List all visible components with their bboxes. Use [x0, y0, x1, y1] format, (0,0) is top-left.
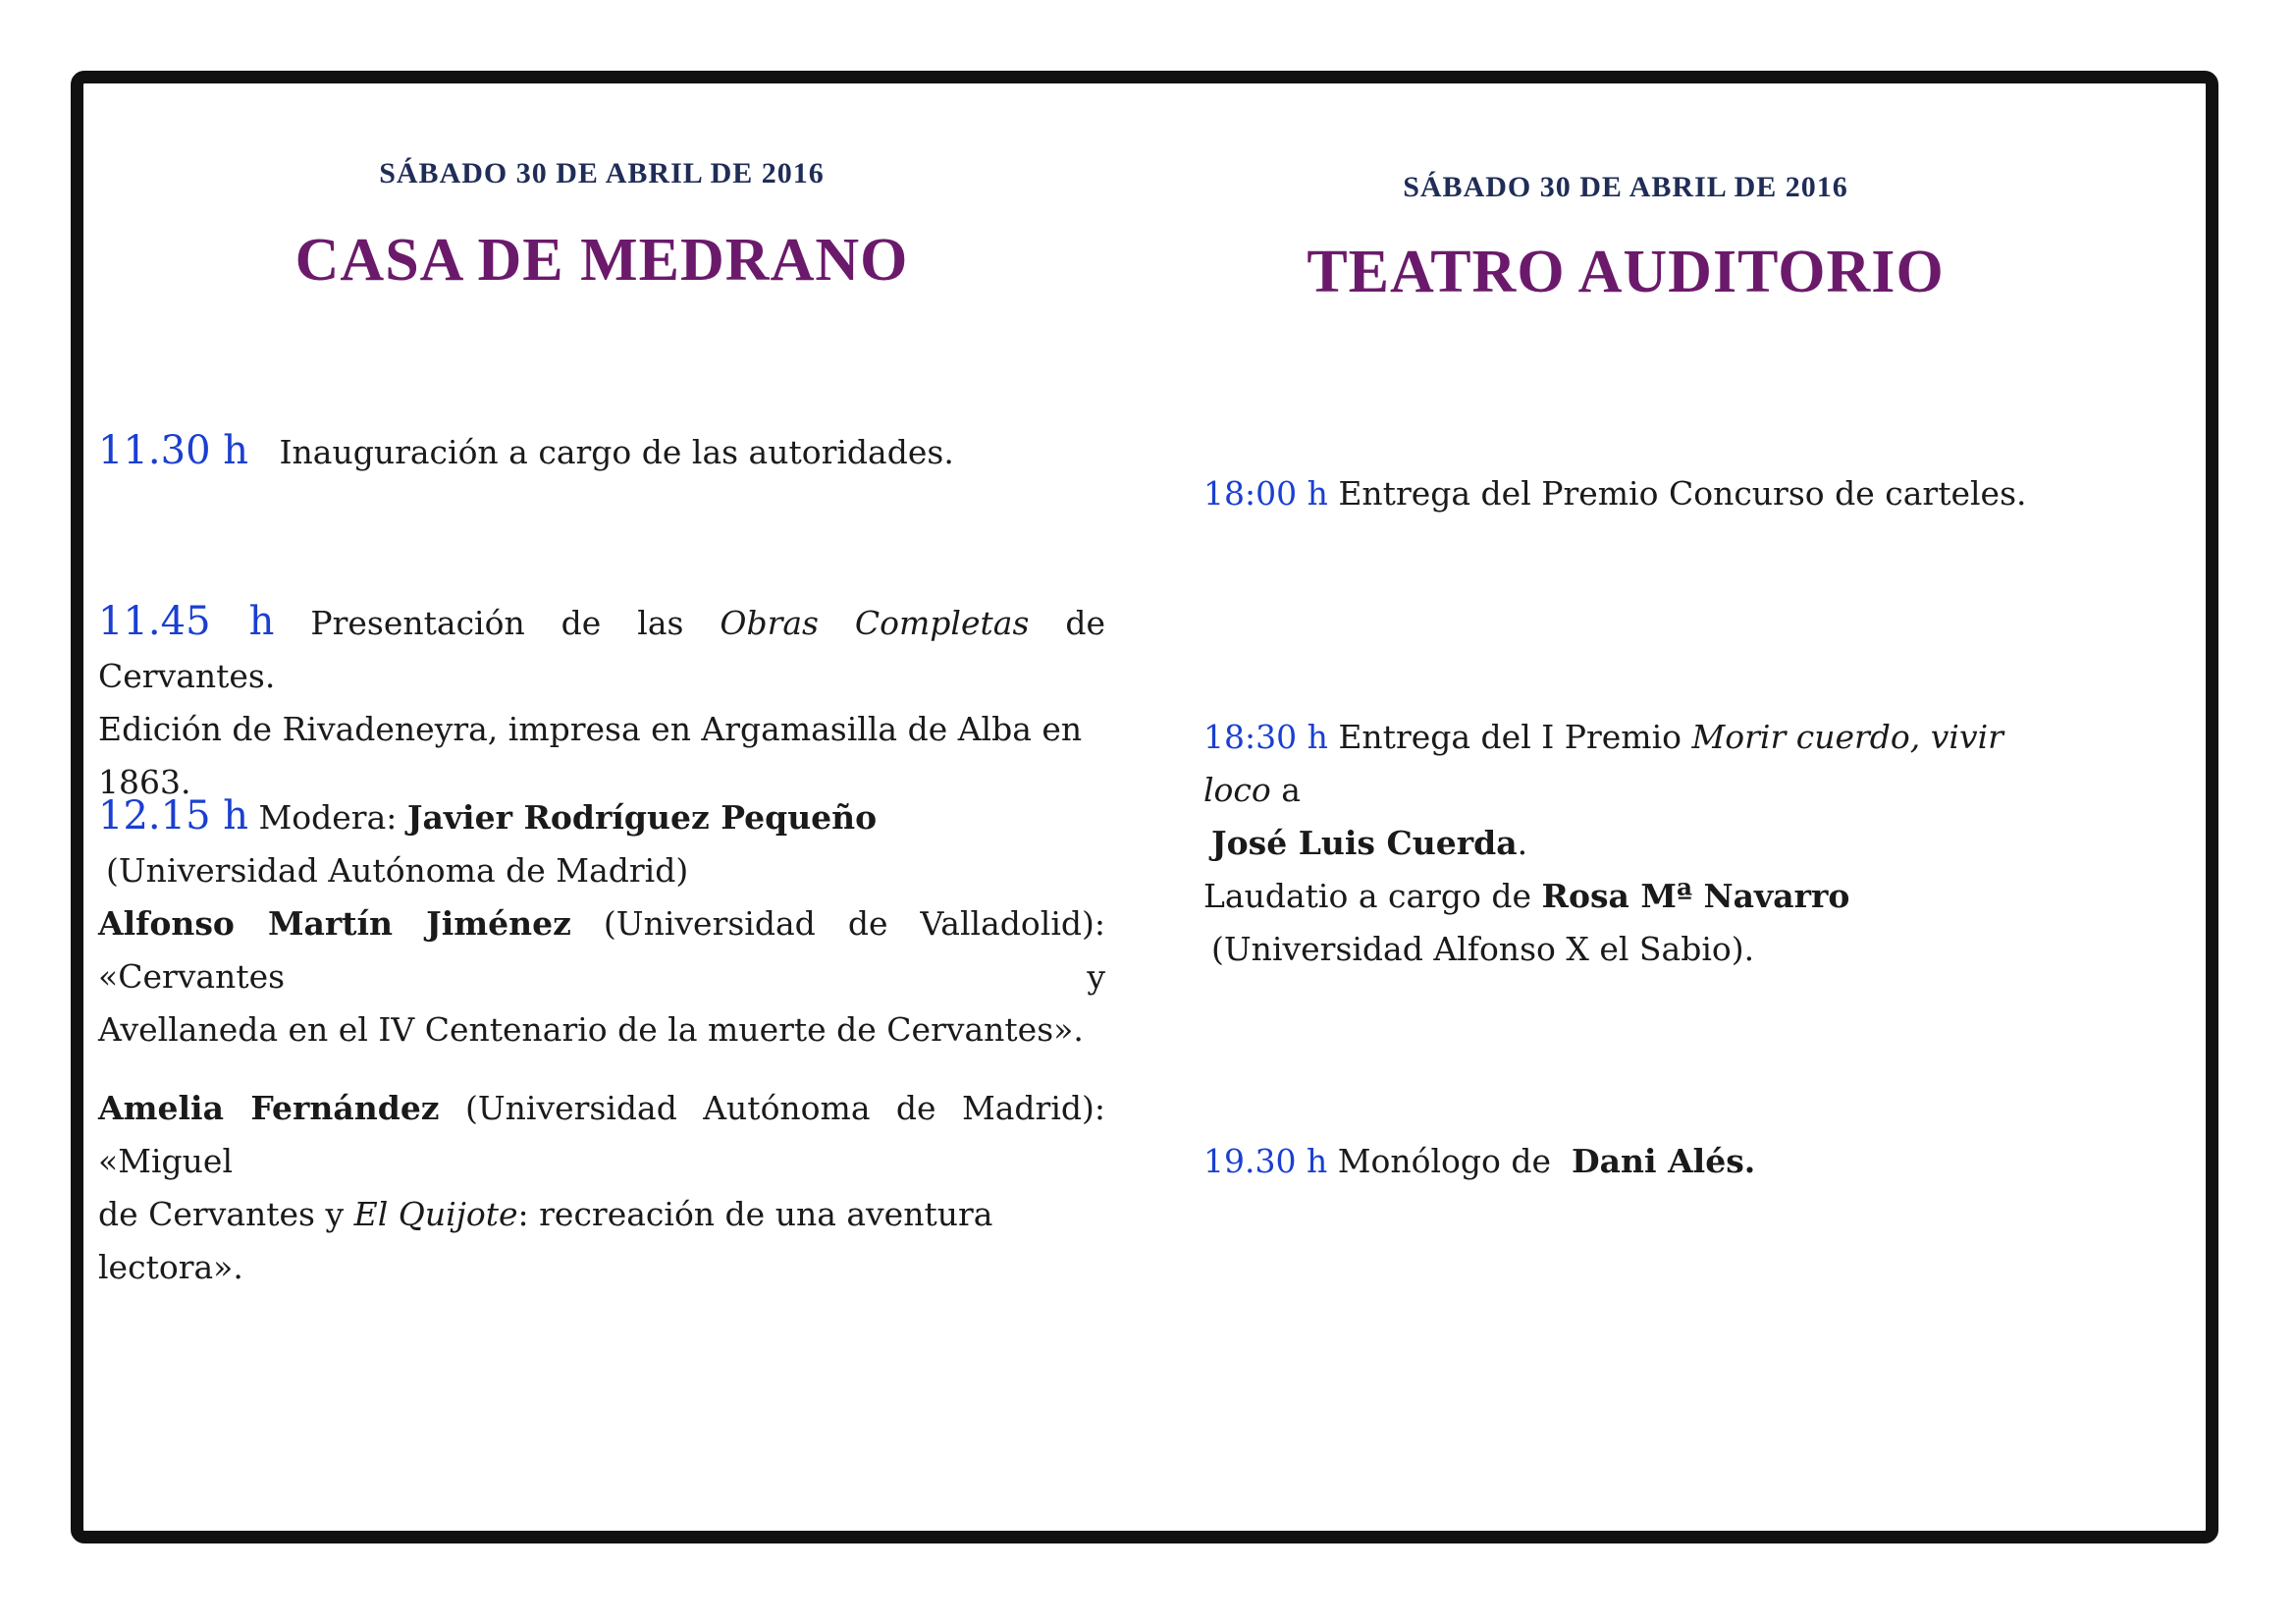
entry-line-2: Edición de Rivadeneyra, impresa en Argamasilla de Alba en 1863. [98, 710, 1083, 801]
speaker-1-line-2: Avellaneda en el IV Centenario de la muerte de Cervantes». [98, 1010, 1084, 1049]
speaker-2-text: (Universidad Autónoma de Madrid): «Miguel [98, 1089, 1105, 1180]
moderator-label: Modera: [258, 798, 398, 837]
right-venue-title: TEATRO AUDITORIO [1307, 239, 1945, 305]
entry-time: 19.30 h [1203, 1142, 1328, 1180]
left-venue-title: CASA DE MEDRANO [294, 227, 909, 294]
left-date: SÁBADO 30 DE ABRIL DE 2016 [379, 157, 825, 189]
award-title: Morir cuerdo, vivir loco [1203, 718, 2003, 809]
speaker-2-name: Amelia Fernández [98, 1089, 440, 1127]
entry-line [98, 595, 1105, 703]
laudatio-line [1203, 870, 2048, 923]
entry-text: Entrega del Premio Concurso de carteles. [1338, 474, 2027, 513]
entry-text: de Cervantes. [98, 604, 1105, 695]
work-title: El Quijote [353, 1195, 518, 1233]
moderator-name: Javier Rodríguez Pequeño [406, 798, 878, 837]
speaker-1-name: Alfonso Martín Jiménez [98, 904, 571, 943]
honoree-line [1203, 817, 2048, 870]
entry-text: . [1517, 824, 1528, 862]
performer-name: Dani Alés. [1572, 1142, 1756, 1180]
entry-time: 11.45 h [98, 599, 275, 644]
moderator-affiliation: (Universidad Autónoma de Madrid) [106, 851, 689, 890]
entry-text: Inauguración a cargo de las autoridades. [279, 433, 954, 471]
left-entry-3 [98, 789, 1105, 1294]
laudatio-speaker: Rosa Mª Navarro [1541, 877, 1850, 915]
speaker-2-line [98, 1082, 1105, 1188]
entry-time: 18:30 h [1203, 718, 1328, 756]
right-entry-3 [1203, 1135, 2048, 1188]
entry-text: Entrega del I Premio [1338, 718, 1682, 756]
entry-time: 18:00 h [1203, 474, 1328, 513]
honoree-name: José Luis Cuerda [1211, 824, 1518, 862]
laudatio-affiliation: (Universidad Alfonso X el Sabio). [1211, 930, 1755, 968]
laudatio-label: Laudatio a cargo de [1203, 877, 1532, 915]
award-line [1203, 711, 2048, 817]
entry-text: Monólogo de [1337, 1142, 1552, 1180]
entry-text: a [1281, 771, 1301, 809]
left-entry-1 [98, 424, 1105, 479]
speaker-2-text: de Cervantes y [98, 1195, 345, 1233]
speaker-2-line-2 [98, 1188, 1105, 1294]
work-title: Obras Completas [720, 604, 1030, 642]
speaker-1-text: (Universidad de Valladolid): «Cervantes y [98, 904, 1105, 996]
speaker-1-line [98, 897, 1105, 1003]
left-entry-2 [98, 595, 1105, 809]
moderator-line [98, 789, 1105, 844]
right-entry-2 [1203, 711, 2048, 976]
entry-time: 12.15 h [98, 793, 248, 839]
speaker-2-text: : recreación de una aventura lectora». [98, 1195, 993, 1286]
entry-text: Presentación de las [310, 604, 684, 642]
entry-time: 11.30 h [98, 428, 248, 473]
right-date: SÁBADO 30 DE ABRIL DE 2016 [1403, 171, 1848, 203]
right-entry-1 [1203, 467, 2048, 520]
